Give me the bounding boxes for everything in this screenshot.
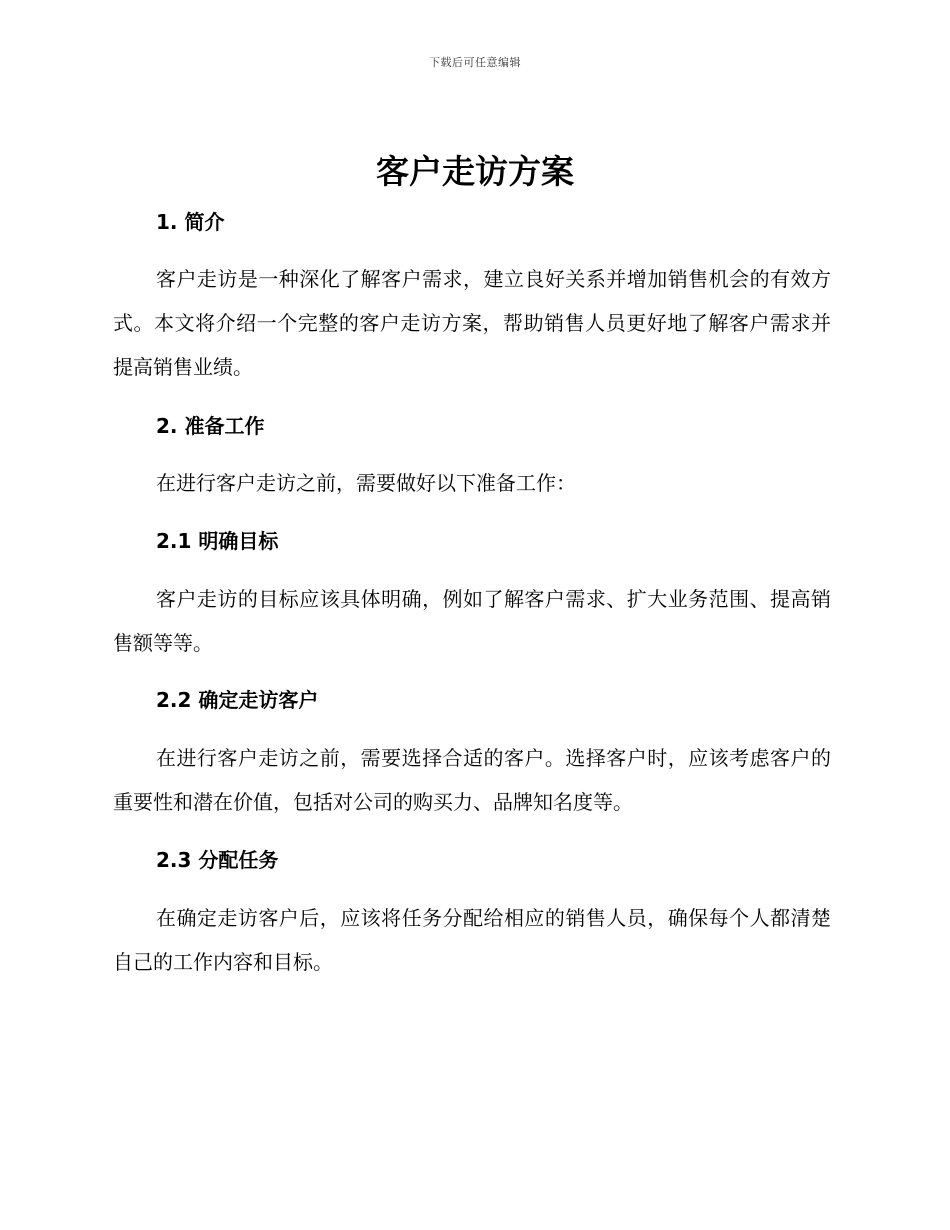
header-note: 下载后可任意编辑 xyxy=(429,56,521,69)
section-heading-tasks: 2.3 分配任务 xyxy=(156,848,279,872)
section-body-prep: 在进行客户走访之前，需要做好以下准备工作： xyxy=(156,471,576,495)
document-title: 客户走访方案 xyxy=(376,152,574,191)
section-body-intro: 客户走访是一种深化了解客户需求，建立良好关系并增加销售机会的有效方式。本文将介绍一个完整的客户走访方案，帮助销售人员更好地了解客户需求并提高销售业绩。 xyxy=(113,267,831,379)
section-body-tasks: 在确定走访客户后，应该将任务分配给相应的销售人员，确保每个人都清楚自己的工作内容和目标。 xyxy=(113,906,831,974)
section-heading-prep: 2. 准备工作 xyxy=(156,414,265,438)
section-heading-clients: 2.2 确定走访客户 xyxy=(156,688,319,712)
section-heading-goal: 2.1 明确目标 xyxy=(156,529,279,553)
section-body-goal: 客户走访的目标应该具体明确，例如了解客户需求、扩大业务范围、提高销售额等等。 xyxy=(113,587,831,655)
section-body-clients: 在进行客户走访之前，需要选择合适的客户。选择客户时，应该考虑客户的重要性和潜在价值，包括对公司的购买力、品牌知名度等。 xyxy=(113,746,831,814)
section-heading-intro: 1. 简介 xyxy=(156,210,225,234)
